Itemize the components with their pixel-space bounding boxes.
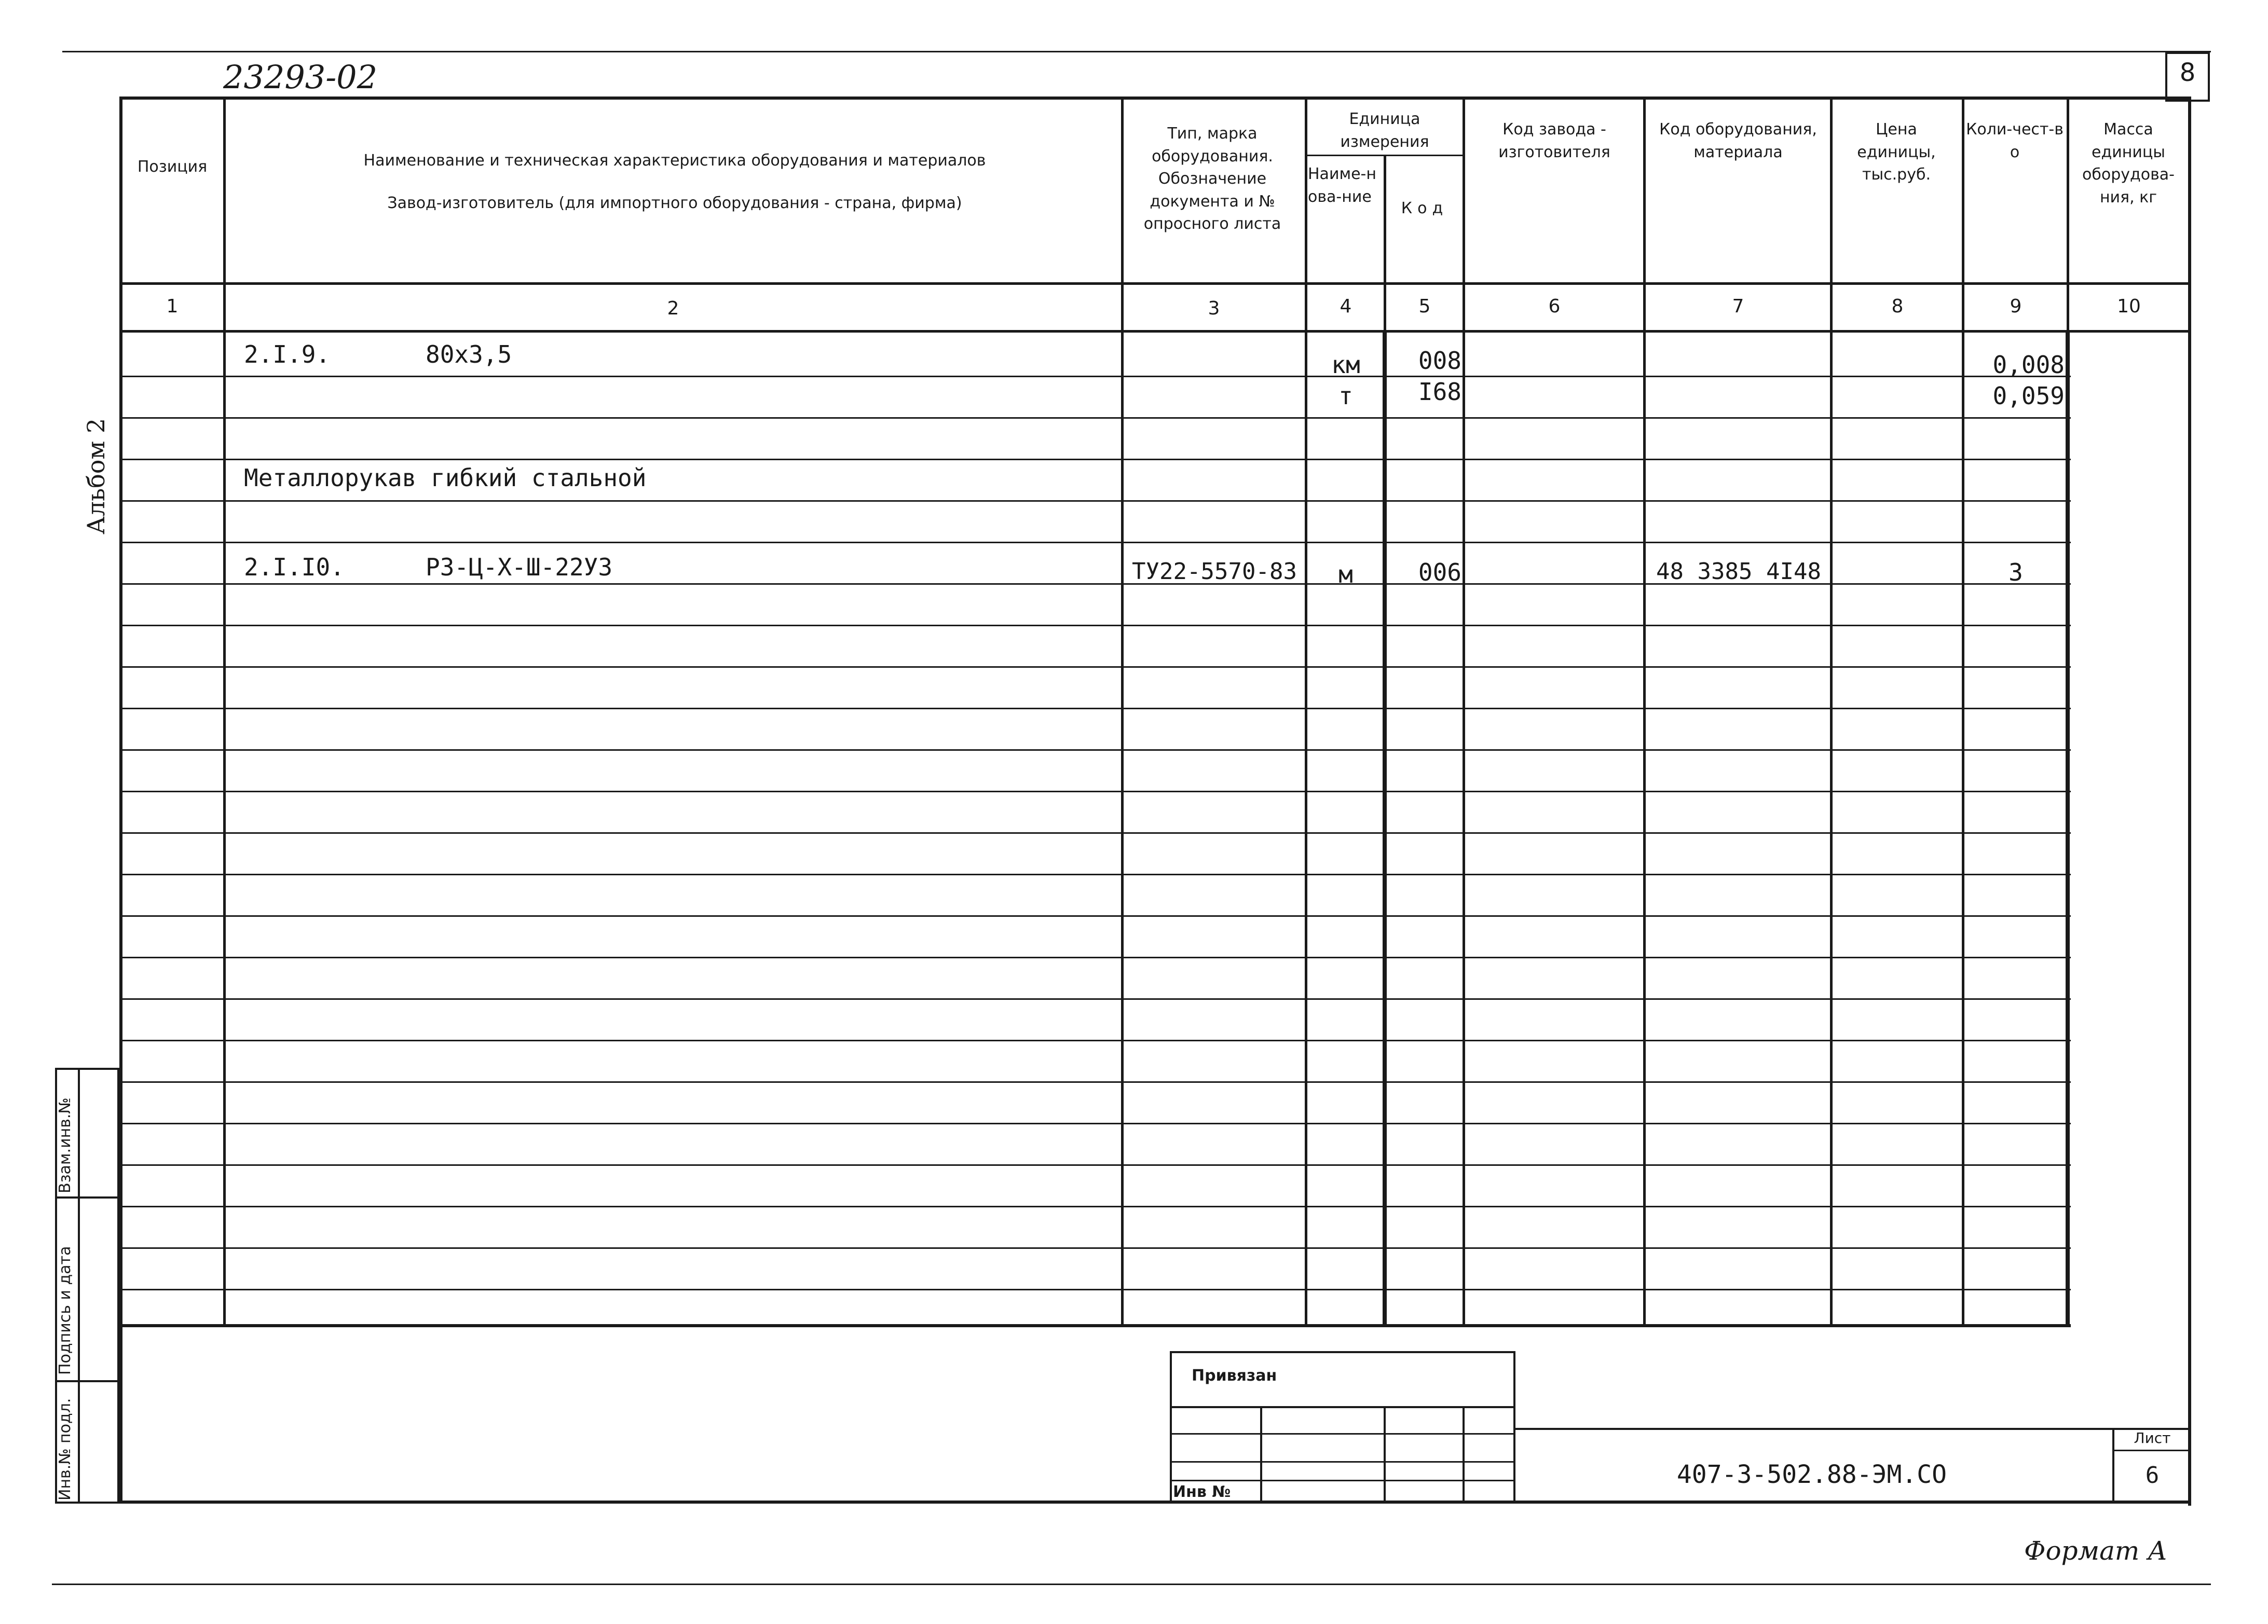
table-row-line	[119, 1164, 2071, 1166]
table-row-line	[119, 957, 2071, 958]
colnum-3: 3	[1208, 298, 1220, 319]
stamp-sheet-number: 6	[2145, 1462, 2160, 1489]
data-bottom	[119, 1324, 2071, 1327]
header-material-code: Код оборудования, материала	[1659, 120, 1817, 161]
row4-unit: м	[1338, 560, 1353, 588]
table-row-line	[119, 1289, 2071, 1290]
header-name-line1: Наименование и техническая характеристика оборудования и материалов	[363, 152, 986, 170]
col-line-2	[1121, 97, 1124, 1326]
colnum-1: 1	[166, 296, 179, 317]
row4-name-number: 2.I.I0.	[244, 553, 345, 581]
table-row-line	[119, 749, 2071, 751]
header-unit-group: Единица измерения	[1340, 110, 1429, 151]
unit-group-divider	[1305, 155, 1463, 156]
row4-qty: 3	[2009, 558, 2023, 586]
table-row-line	[119, 708, 2071, 709]
table-row-line	[119, 1040, 2071, 1041]
table-row-line	[119, 625, 2071, 626]
top-rule	[62, 51, 2211, 52]
row2-qty: 0,059	[1992, 382, 2065, 410]
header-factory-code: Код завода - изготовителя	[1498, 120, 1610, 161]
header-bottom	[119, 282, 2191, 285]
stamp-v2	[1384, 1406, 1386, 1504]
table-row-line	[119, 1081, 2071, 1083]
table-row-line	[119, 832, 2071, 834]
row1-name-number: 2.I.9.	[244, 340, 331, 368]
format-note: Формат А	[2024, 1536, 2168, 1566]
table-row-line	[119, 915, 2071, 917]
stamp-sheet-label: Лист	[2134, 1429, 2171, 1447]
col-line-7	[1830, 97, 1833, 1326]
album-label: Альбом 2	[82, 418, 110, 534]
col-line-6	[1643, 97, 1646, 1326]
side-stamp-h2	[55, 1380, 119, 1382]
stamp-inv-no: Инв №	[1173, 1483, 1231, 1501]
colnum-9: 9	[2010, 296, 2022, 317]
side-inv-vzam: Взам.инв.№	[56, 1097, 74, 1193]
col-line-3	[1305, 97, 1307, 1326]
header-type: Тип, марка оборудования. Обозначение документа и № опросного листа	[1143, 125, 1281, 233]
side-sign-date: Подпись и дата	[56, 1246, 74, 1375]
row2-unit: т	[1338, 382, 1353, 410]
col-line-8	[1962, 97, 1964, 1326]
table-row-line	[119, 666, 2071, 668]
row2-code: I68	[1418, 378, 1461, 406]
colnum-2: 2	[667, 298, 679, 319]
row1-qty: 0,008	[1992, 351, 2065, 379]
row1-name-spec: 80x3,5	[426, 340, 512, 368]
header-mass: Масса единицы оборудова-ния, кг	[2082, 120, 2175, 207]
table-row-line	[119, 1247, 2071, 1249]
stamp-right-top	[1513, 1428, 2191, 1430]
colnum-6: 6	[1548, 296, 1561, 317]
table-row-line	[119, 1123, 2071, 1124]
row1-unit: км	[1331, 351, 1360, 379]
table-row-line	[119, 998, 2071, 1000]
table-row-line	[119, 417, 2071, 419]
colnum-10: 10	[2117, 296, 2141, 317]
right-frame-line	[2188, 99, 2191, 1506]
row4-code: 006	[1418, 558, 1461, 586]
table-row-line	[119, 376, 2071, 377]
table-row-line	[119, 542, 2071, 543]
stamp-sheet-divider	[2112, 1450, 2191, 1451]
side-stamp-h1	[55, 1196, 119, 1199]
table-row-line	[119, 459, 2071, 460]
table-row-line	[119, 791, 2071, 792]
stamp-v1	[1260, 1406, 1262, 1504]
side-inv-orig: Инв.№ подл.	[56, 1398, 74, 1501]
page-number: 8	[2179, 58, 2196, 87]
header-unit-name: Наиме-нова-ние	[1308, 165, 1376, 206]
row4-material: 48 3385 4I48	[1656, 558, 1821, 585]
header-unit-code: Код	[1401, 199, 1449, 217]
colnum-4: 4	[1340, 296, 1352, 317]
colnum-5: 5	[1418, 296, 1431, 317]
stamp-privyazan: Привязан	[1192, 1367, 1277, 1385]
table-row-line	[119, 1206, 2071, 1207]
thick-line-5	[1383, 332, 1387, 1327]
bottom-rule	[52, 1584, 2211, 1585]
table-row-line	[119, 500, 2071, 502]
stamp-v3	[1463, 1406, 1465, 1504]
document-number: 23293-02	[223, 58, 378, 96]
header-position: Позиция	[137, 158, 208, 176]
side-stamp-divider	[78, 1068, 80, 1504]
stamp-designation: 407-3-502.88-ЭМ.СО	[1676, 1460, 1947, 1489]
row3-name: Металлорукав гибкий стальной	[244, 464, 647, 492]
header-name-line2: Завод-изготовитель (для импортного оборудования - страна, фирма)	[387, 194, 962, 212]
colnum-8: 8	[1891, 296, 1904, 317]
colnum-bottom	[119, 330, 2191, 333]
col-line-1	[223, 97, 226, 1326]
header-quantity: Коли-чест-во	[1966, 120, 2064, 161]
row4-type: ТУ22-5570-83	[1132, 558, 1297, 585]
colnum-7: 7	[1732, 296, 1744, 317]
col-line-5	[1463, 97, 1465, 1326]
row1-code: 008	[1418, 347, 1461, 375]
row4-name-spec: РЗ-Ц-Х-Ш-22УЗ	[426, 553, 613, 581]
header-price: Цена единицы, тыс.руб.	[1857, 120, 1936, 184]
thick-line-10	[2066, 332, 2070, 1327]
table-row-line	[119, 874, 2071, 875]
